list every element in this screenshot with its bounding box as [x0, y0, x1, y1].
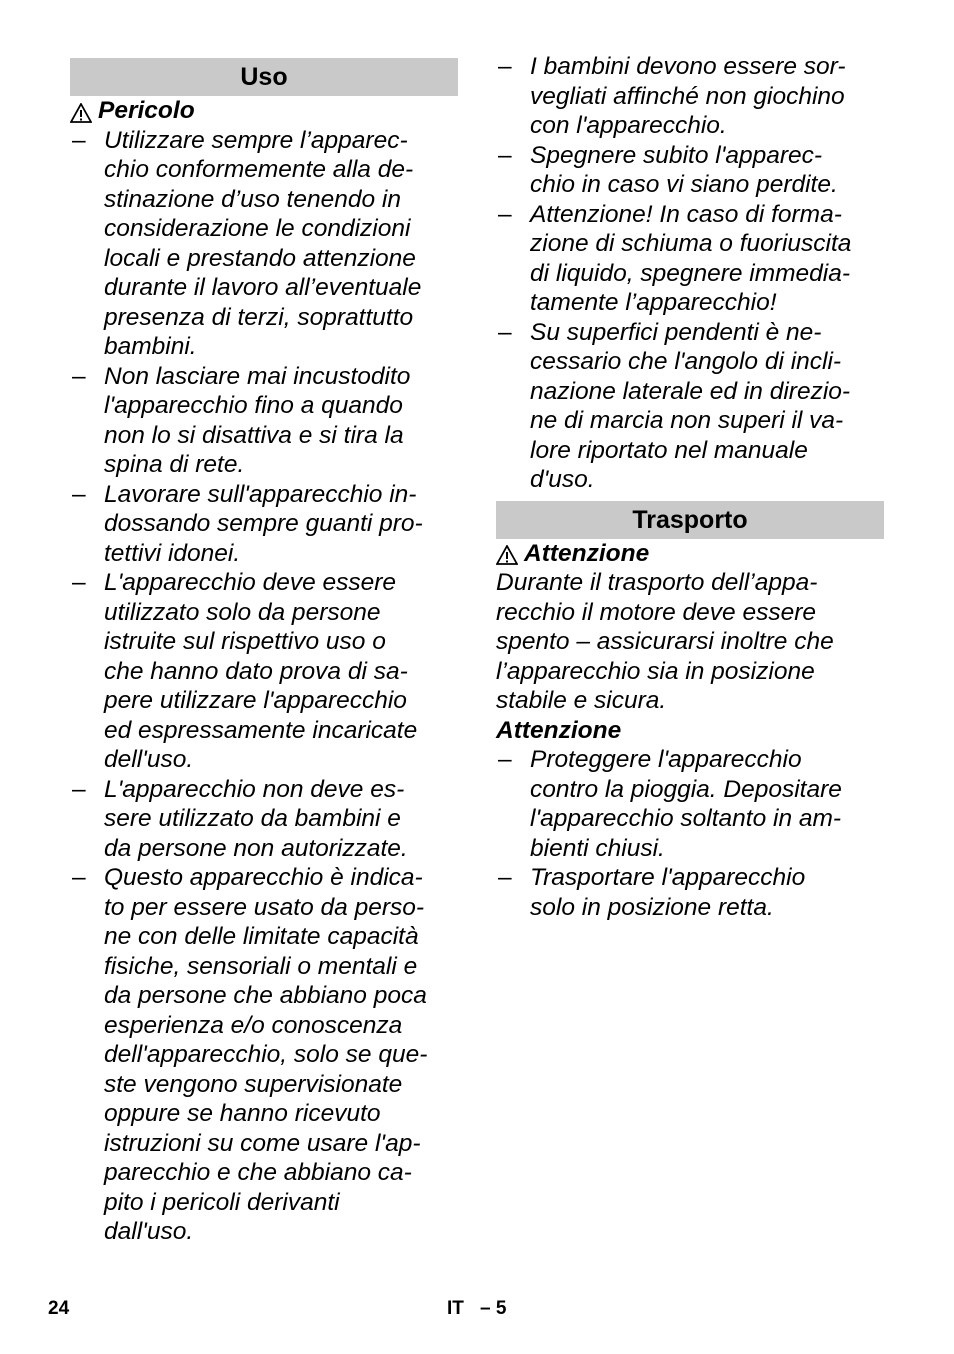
page-number: 24 [48, 1298, 70, 1319]
warning-heading-attenzione [496, 539, 884, 569]
right-column [496, 52, 884, 922]
warning-heading-text: Pericolo [98, 97, 195, 124]
danger-list [70, 126, 458, 1247]
section-header-trasporto: Trasporto [496, 501, 884, 539]
list-item: – Non lasciare mai incustodito l'apparecchio fino a quando non lo si disattiva e si tira la spina di rete. [70, 362, 458, 480]
list-item: – Spegnere subito l'apparec- chio in caso vi siano perdite. [496, 141, 884, 200]
list-item: – Questo apparecchio è indica- to per essere usato da perso- ne con delle limitate capacità fisiche, sensoriali o mentali e da persone che abbiano poca esperienza e/o conoscenza dell'apparecchio, solo se que- ste vengono supervisionate oppure se hanno ricevuto istruzioni su come usare l'ap- parecchio e che abbiano ca- pito i pericoli derivanti dall'uso. [70, 863, 458, 1247]
note-heading-attenzione: Attenzione [496, 716, 622, 744]
list-item: – Proteggere l'apparecchio contro la pioggia. Depositare l'apparecchio soltanto in am- bienti chiusi. [496, 745, 884, 863]
warning-heading-pericolo [70, 96, 458, 126]
list-item: – Trasportare l'apparecchio solo in posizione retta. [496, 863, 884, 922]
section-header-uso: Uso [70, 58, 458, 96]
left-column [70, 52, 458, 1247]
transport-warning-text: Durante il trasporto dell’appa- recchio il motore deve essere spento – assicurarsi inoltre che l’apparecchio sia in posizione stabile e sicura. [496, 569, 834, 714]
list-item: – Lavorare sull'apparecchio in- dossando sempre guanti pro- tettivi idonei. [70, 480, 458, 569]
warning-triangle-icon [496, 543, 518, 563]
language-code: IT [447, 1298, 464, 1319]
list-item: – Utilizzare sempre l’apparec- chio conformemente alla de- stinazione d’uso tenendo in considerazione le condizioni locali e prestando attenzione durante il lavoro all’eventuale presenza di terzi, soprattutto bambini. [70, 126, 458, 362]
list-item: – L'apparecchio non deve es- sere utilizzato da bambini e da persone non autorizzate. [70, 775, 458, 864]
section-page-number: – 5 [480, 1298, 507, 1319]
list-item: – L'apparecchio deve essere utilizzato solo da persone istruite sul rispettivo uso o che hanno dato prova di sa- pere utilizzare l'apparecchio ed espressamente incaricate dell'uso. [70, 568, 458, 775]
list-item: – Su superfici pendenti è ne- cessario che l'angolo di incli- nazione laterale ed in direzio- ne di marcia non superi il va- lore riportato nel manuale d'uso. [496, 318, 884, 495]
warning-heading-text: Attenzione [524, 539, 650, 567]
list-item: – Attenzione! In caso di forma- zione di schiuma o fuoriuscita di liquido, spegnere immedia- tamente l’apparecchio! [496, 200, 884, 318]
list-item: – I bambini devono essere sor- vegliati affinché non giochino con l'apparecchio. [496, 52, 884, 141]
transport-list [496, 745, 884, 922]
warning-triangle-icon [70, 101, 92, 121]
danger-list-continued [496, 52, 884, 495]
